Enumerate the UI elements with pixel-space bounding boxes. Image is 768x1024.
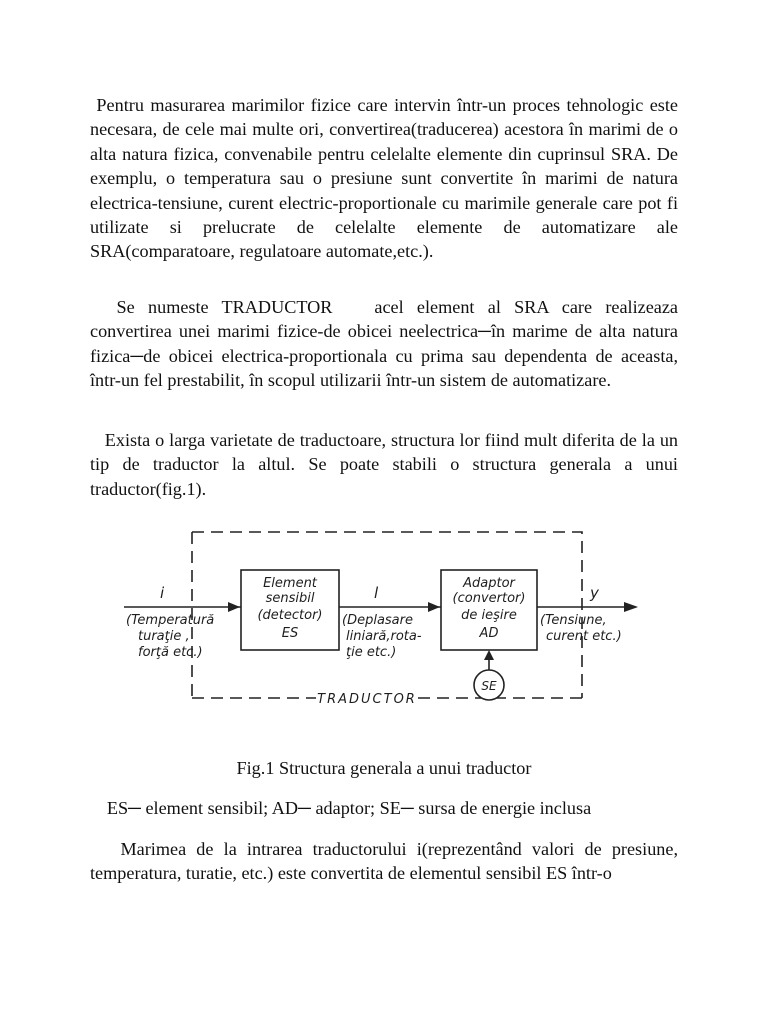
es-label-1: Element	[263, 576, 317, 591]
input-symbol: i	[160, 584, 165, 602]
mid-desc-1: (Deplasare	[342, 613, 413, 628]
input-desc-2: turaţie ,	[138, 629, 190, 644]
mid-desc-2: liniară,rota-	[346, 629, 422, 644]
definition-text: acel element al SRA care realizeaza convertirea unei marimi fizice-de obicei neelectrica─în marime de alta natura fizica─de obicei electrica-proportionala cu prima sau dependenta de aceasta, într-un fel prestabilit, în scopul utilizarii într-un sistem de automatizare.	[90, 297, 679, 391]
es-label-3: (detector)	[257, 608, 323, 623]
ad-label-4: AD	[479, 626, 499, 641]
paragraph-conversion-text: Marimea de la intrarea traductorului i(reprezentând valori de presiune, temperatura, turatie, etc.) este convertita de elementul sensibil ES într-o	[90, 839, 678, 884]
arrow-into-ad	[428, 602, 440, 612]
ad-label-3: de ieşire	[461, 608, 517, 623]
arrow-se	[484, 650, 494, 660]
frame-label: TRADUCTOR	[317, 692, 417, 707]
transducer-block-diagram	[120, 520, 650, 720]
paragraph-intro-text: Pentru masurarea marimilor fizice care intervin într-un proces tehnologic este necesara, de cele mai multe ori, convertirea(traducerea) acestora în marimi de o alta natura fizica, convenabile pentru celelalte elemente din cuprinsul SRA. De exemplu, o temperatura sau o presiune sunt convertite în marimi de natura electrica-tensiune, curent electric-proportionale cu marimile generale care pot fi utilizate si prelucrate de celelalte elemente de automatizare ale SRA(comparatoare, regulatoare automate,etc.).	[90, 95, 678, 262]
paragraph-definition	[90, 295, 678, 393]
input-desc-1: (Temperatură	[126, 613, 215, 628]
output-desc-2: curent etc.)	[546, 629, 622, 644]
es-label-2: sensibil	[265, 591, 315, 606]
ad-label-2: (convertor)	[452, 591, 526, 606]
output-desc-1: (Tensiune,	[540, 613, 607, 628]
arrow-output	[624, 602, 638, 612]
output-symbol: y	[590, 584, 599, 602]
mid-symbol: l	[374, 584, 379, 602]
paragraph-variety	[90, 428, 678, 501]
diagram-svg	[120, 520, 650, 720]
se-label: SE	[481, 679, 497, 693]
figure-legend: ES─ element sensibil; AD─ adaptor; SE─ sursa de energie inclusa	[106, 798, 592, 818]
figure-caption: Fig.1 Structura generala a unui traductor	[236, 758, 532, 778]
definition-term: Se numeste TRADUCTOR	[116, 297, 333, 317]
mid-desc-3: ţie etc.)	[346, 645, 397, 660]
paragraph-conversion	[90, 837, 678, 886]
arrow-into-es	[228, 602, 240, 612]
ad-label-1: Adaptor	[463, 576, 515, 591]
paragraph-variety-text: Exista o larga varietate de traductoare, structura lor fiind mult diferita de la un tip de traductor la altul. Se poate stabili o structura generala a unui traductor(fig.1).	[90, 430, 679, 499]
es-label-4: ES	[281, 626, 299, 641]
input-desc-3: forţă etc.)	[138, 645, 203, 660]
paragraph-intro	[90, 93, 678, 264]
